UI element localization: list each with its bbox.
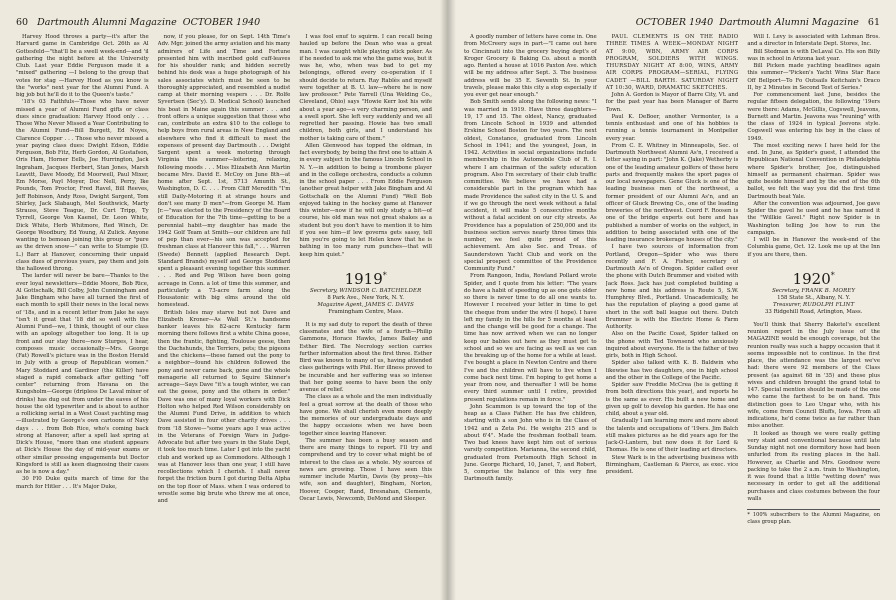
paragraph: Stew Wark is in the advertising business with Birmingham, Castleman & Pierce, as exec. vice president.	[605, 454, 739, 475]
paragraph: A goodly number of letters have come in. One from McCreery says in part—"I came out here to Cincinnati into the grocery buying dept's of Kroger Grocery & Baking Co. about a month ago. Rented a house at 1016 Paxton Ave. which will be my address after Sept. 3. The business address will be 35 E. Seventh St. In your travels, please make this city a stop especially if you ever get near enough."	[464, 34, 597, 98]
paragraph: It looked as though we were really getting very staid and conventional because until late Sunday night not one dormitory hose had been unfurled from its resting places in the hall. However, as Charlie and Mrs. Goodnow were packing to take the 2 a.m. train to Washington, it was found that a little "wetting down" was necessary in order to get all the additional purchases and class costumes between the four walls	[747, 430, 881, 502]
paragraph: It is my sad duty to report the death of three classmates and the wife of a fourth—Philip Gammons, Horace Hawks, James Bailey and Esther Bird. The Necrology section carries further information about the first three. Esther Bird was known to many of us, having attended class gatherings with Phil. Her illness proved to be incurable and her suffering was so intense that her going seems to have been the only avenue of relief.	[299, 321, 433, 393]
left-column-1	[16, 34, 149, 590]
page-number: 60	[16, 16, 29, 28]
paragraph: After the convention was adjourned, Joe gave Spider the gavel he used and he has named it the "Willkie Gavel." Right now Spider is in Washington telling Joe how to run the campaign.	[747, 200, 881, 236]
class-year: 1920	[792, 269, 831, 288]
paragraph: The summer has been a busy season and there are many things to report. I'll try and comprehend and try to cover what might be of interest to the class as a whole. My sources of news are growing. Those I have seen this summer include Martin, Davis (by proxy—his wife, son and daughter), Bingham, Norton, Hoover, Cooper, Rand, Bresnahan, Clements, Oscar Lewis, Newcomb, DeMond and Sleeper.	[299, 437, 433, 502]
left-column-3	[299, 34, 432, 590]
paragraph: Allen Glenwood has topped the oldman, in fact everybody, by being the first one to attain A in every subject in the famous Lincoln School in N. Y.—in addition to being a trombone player and in the college orchestra, conducts a column in the school paper . . . From Eddie Ferguson (another great helper with Jake Bingham and Al Gottschalk on the Alumni Fund) "Well Bob enjoyed taking in the hockey game at Hanover this winter—now if he will only study a bit—of course, his old man was not great shakes as a student but you don't have to mention it to him if you see him—if lew governs gets sassy, tell him you're going to let Helen know that he is bathing in too many rum punches—that will keep him quiet."	[299, 142, 433, 258]
paragraph: From C. E. Whitney in Minneapolis, Sec. of Dartmouth Northwest Alumni As'n, I received a letter saying in part: "John K. (Jake) Wetherby is one of the leading amateur golfers of these here parts and frequently makes the sport pages of our local newspapers. Gene Gluck is one of the leading business men of the northwest, a former president of our Alumni As'n, and an officer of Gluck Brewing Co., one of the leading breweries of the northwest. Coord F. Roosen is one of the bridge experts out here and has published a number of works on the subject, in addition to being associated with one of the leading insurance brokerage houses of the city."	[605, 142, 739, 243]
right-column-2	[606, 34, 739, 590]
paragraph: 30 Fl0 Duke quits march of time for the march for Hitler . . . It's Major Duke,	[16, 476, 149, 490]
footnote-mark: *	[382, 270, 387, 280]
paragraph: Spider saw Freddie McCrea (he is getting it from both directions this year), and reports he is the same as ever. His built a new home and given up golf to develop his garden. He has one child, about a year old.	[605, 382, 739, 417]
running-head: Dartmouth Alumni Magazine	[37, 16, 177, 28]
right-page-header	[464, 14, 880, 30]
secretary-address: 158 State St., Albany, N. Y.	[777, 294, 851, 301]
paragraph: Will I. Levy is associated with Lehman Bros. and a director in Interstate Dept. Stores, Inc.	[747, 34, 881, 48]
class-heading-1920	[747, 267, 880, 316]
paragraph: I was fool enuf to squirm. I can recall being hauled up before the Dean who was a great man. I was caught while playing stick poker. As if he needed to ask me who the game was, but it was he, who, when was bad to get my belongings, offered every co-operation if I should decide to return. Ray Rablès and myself were together at B. U. law—where he is now law professor." Pete Yarrell (Una Welding Co., Cleveland, Ohio) says "Howie Kerr lost his wife about a year ago—a very charming person, and a swell sport. She left very suddenly and we all regretted her passing. Howie has two small children, both girls, and I understand his mother is taking care of them."	[299, 34, 433, 142]
paragraph: '18's 03 Faithfuls—Those who have never missed a year of Alumni Fund gifts or class dues since graduation: Harvey Hood only . . . Those Who Never Missed a Year Contributing to the Alumni Fund—Bill Burgett, Ed Noyes, Clarence Copper . . . Those who never missed a year paying class dues: Dwight Edson, Eddie Ferguson, Bob Fitz, Herb Gordon, Al Gustafson, Oris Ham, Horner Eells, Joe Hurrington, Jack Ingraham, Jacques Herbert, Stan Jones, Marsh Leavitt, Dave Moody, Ed Moorwell, Paul Mixer, Em Morse, Payl Moyer, Doc Nell, Perry, Ike Pounds, Tom Proctor, Fred Ravel, Bill Reeves, Jeff Robinson, Andy Ross, Dwight Sargent, Tom Shirley, Jack Slabaugh, Mel Southwick, Marty Strauss, Steve Teague, Dr. Curt Tripp, Ty Tyrrell, George Von Kaenel, Dr. Leon White, Dick White, Herb Whitmore, Red Winch, Dr. George Woodbury, Ed Young, Al Zulick. Anyone wanting to bemoan joining this group or "pure as the driven snow—" can write to Stumpie (D. L.) Barr at Hanover, concerning their unpaid class dues of previous years, pay them and join the hallowed throng.	[16, 99, 149, 272]
agent-address: Framingham Centre, Mass.	[328, 308, 404, 315]
secretary-label: Secretary,	[310, 287, 338, 294]
paragraph: The class as a whole and the men individually feel a great sorrow at the death of those who have gone. We shall cherish even more deeply the memories of our undergraduate days and the happy occasions when we have been together since leaving Hanover.	[299, 394, 433, 437]
agent-name: JAMES C. DAVIS	[365, 301, 415, 308]
secretary-name: WINDSOR C. BATCHELDER	[339, 287, 422, 294]
right-page	[448, 0, 896, 600]
paragraph: I have two sources of information from Portland, Oregon—Spider who was there recently and F. A. Fisher, secretary of Dartmouth As'n of Oregon. Spider called over the phone with Dutch Brummer and visited with Jack Ross. Jack has just completed building a new home and his address is Route 5, S.W. Humphrey Blvd., Portland. Unacademically, he has the reputation of playing a good game at short in the soft ball league out there. Dutch Brummer is with the Electric Home & Farm Authority.	[605, 244, 739, 330]
paragraph: Paul K. DeBoer, another Vermonter, is a tennis enthusiast and one of his hobbies is running a tennis tournament in Montpelier every year.	[605, 113, 739, 142]
paragraph: From Rangoon, India, Rowland Pollard wrote Spider, and I quote from his letter: "The years do have a habit of speeding up as one gets older so there is never time to do all one wants to. However I received your letter in time to get the cheque from under the wire (I hope). I have left my family in the hills for 5 months at least and the change will be good for a change. The time has now arrived when we can no longer keep our babies out here as they must get to school and so we are facing as well as we can the breaking up of the home for a while at least. I've bought a place in Newton Centre and there I've and the children will have to live when I come back next time. I'm hoping to get home a year from now, and thereafter I will be home every third summer until I retire, provided present regulations remain in force."	[464, 273, 597, 403]
treasurer-name: RUDOLPH FLINT	[803, 301, 855, 308]
secretary-label: Secretary,	[772, 287, 800, 294]
paragraph: For commencement last June, besides the regular fifteen delegation, the following '19ers were there: Adams, McGillis, Cogswell, Jeavons, Burnett and Martin. Jeavons was "reuning" with the class of 1924 in typical Jeevons style. Cogswell was entering his boy in the class of 1949.	[747, 92, 881, 142]
secretary-address: 8 Park Ave., New York, N. Y.	[327, 294, 404, 301]
paragraph: John A. Gordon is Mayor of Barre City, Vt. and for the past year has been Manager of Barre Town.	[605, 92, 739, 113]
treasurer-address: 33 Ridgehill Road, Arlington, Mass.	[765, 308, 863, 315]
issue-date: OCTOBER 1940	[182, 16, 261, 28]
paragraph: You'll think that Sherry Baketel's excellent reunion report in the July issue of the MAGAZINE would be enough coverage, but the reunion really was such a happy occasion that it seems impossible not to continue. In the first place, the attendance was the largest we've had: there were 92 members of the Class present (as against 68 in '35) and these plus wives and children brought the grand total to 147. Special mention should be made of the one who came the farthest to be on hand. This distinction goes to Leo Ungar who, with his wife, come from Council Bluffs, Iowa. From all indications, he'd come twice as far rather than miss another.	[747, 321, 881, 430]
paragraph: The most exciting news I have held for the end. In June, as Spider's guest, I attended the Republican National Convention in Philadelphia where Spider's brother, Joe, distinguished himself as permanent chairman. Spider was quite beside himself and by the end of the 6th ballot, we felt the way you did the first time Dartmouth beat Yale.	[747, 142, 881, 200]
paragraph: John Scammon is up toward the top of the heap as a Class Father. He has five children, starting with a son John who is in the Class of 1942 and a Zeta Psi. He weighs 215 and is about 6'4". Made the freshman football team. Two bad knees have kept him out of serious varsity competition. Marianna, the second child, graduated from Portsmouth High School in June. George Richard, 10, Janet, 7, and Robert, 5, comprise the balance of this very fine Dartmouth family.	[464, 403, 597, 483]
left-page-header	[16, 14, 432, 30]
paragraph: Bill Stedman is with DeLaval Co. His son Billy was in school in Arizona last year.	[747, 48, 881, 62]
paragraph: I will be in Hanover the week-end of the Columbia game, Oct. 12. Look me up at the Inn if you are there, then.	[747, 237, 881, 258]
paragraph: Spider also talked with K. B. Baldwin who likewise has two daughters, one in high school and the other in the College of the Pacific.	[605, 360, 739, 381]
agent-label: Magazine Agent,	[317, 301, 364, 308]
class-heading-1919	[299, 267, 432, 316]
running-head: Dartmouth Alumni Magazine	[719, 16, 859, 28]
paragraph: Also on the Pacific Coast, Spider talked on the phone with Ted Townsend who anxiously inquired about everyone. He is the father of two girls, both in High School.	[605, 331, 739, 359]
paragraph: The larder will never be bare—Thanks to the ever loyal newsletters—Eddie Moore, Bob Rice, Al Gottschalk, Bill Colby, John Cunningham and Jake Bingham who have all turned the first of each month to spill their news in the local news of '18s, and in a recent letter from Jake he says "isn't it great that '18 did so well with the Alumni Fund—we, I think, thought of our class with an apology altogether too long. It is up front and our stay there—now Sturges, I hear, composes music occasionally—Mrs. George (Fat) Rowell's picture was in the Boston Herald in July with a group of Republican women." Mary Stoddard and Gardiner (the Killer) have staged a rapid comeback after getting "off center" returning from Havana on the Kungsholm—George (dripless De Laval mixer of drinks) has dug out from under the eaves of his house the old typewriter and is about to author a rollicking serial in a West Coast yachting mag—illustrated by George's own cartoons of Navy days . . . from Bob Rice, who's coming back strong at Hanover, after a spell last spring at Dick's House, "more than one student appears at Dick's House the day of mid-year exams or other similar pressing engagements but Doctor Kingsford is still as keen diagnosing their cases as he is now a day."	[16, 273, 149, 475]
paragraph: Gradually I am learning more and more about the talents and occupations of '19ers. Jim Balch still makes pictures as he did years ago for the Jack-O-Lantern, but now does it for Lord & Thomas. He is one of their leading art directors.	[605, 418, 739, 454]
paragraph: Harvey Hood throws a party—it's after the Harvard game in Cambridge Oct. 26th as Al Gottesfeld—"that'll be a swell week-end—and 'il gathering the night before at the University Club. Last year Eddie Ferguson made it a "mixed" gathering —I belong to the group that votes for stag —Harvey Hood as you know is the "works" next year for the Alumni Fund. A big job but he'll do it to the Queen's taste."	[16, 34, 149, 98]
page-number: 61	[867, 16, 880, 28]
footnote: * 100% subscribers to the Alumni Magazine, on class group plan.	[747, 509, 880, 525]
right-column-3	[747, 34, 880, 590]
paragraph: Bob Smith sends along the following news: "I was married in 1919. Have three daughters—19, 17 and 15. The oldest, Nancy, graduated from Lincoln School in 1939 and attended Erskine School Boston for two years. The next oldest, Constance, graduated from Lincoln School in 1941; and the youngest, Joan, in 1942. Activities in social organizations include membership in the Automobile Club of R. I. where I am chairman of the safety education program. Also I'm secretary of their club traffic committee. We believe we have had a considerable part in the program which has made Providence the safest city in the U. S. and if we go through the next week without a fatal accident, it will make 5 consecutive months without a fatal accident on our city streets. As Providence has a population of 250,000 and its business section serves nearly three times this number, we feel quite proud of this achievement. Am also Sec. and Treas. of Saunderstown Yacht Club and work on the special prospect committee of the Providence Community Fund."	[464, 99, 597, 272]
footnote-mark: *	[830, 270, 835, 280]
secretary-name: FRANK B. MOREY	[801, 287, 856, 294]
paragraph: Bill Picken made yachting headlines again this summer—"Picken's Yacht Wins Star Race Off Bellport—To Fo Outsails Keitchain's Draco II, by 2 Minutes in Second Test of Series."	[747, 63, 881, 91]
paragraph: PAUL CLEMENTS IS ON THE RADIO THREE TIMES A WEEK—MONDAY NIGHT AT 9:00, WBN, ARMY AIR CORPS PROGRAM, SOLDIERS WITH WINGS. THURSDAY NIGHT AT 8:00, WINS, ARMY AIR CORPS PROGRAM—SERIAL, FLYING CADET —BILL BARTH. SATURDAY NIGHT AT 10:30, WARD, DRAMATIC SKETCHES.	[605, 34, 739, 91]
paragraph: British Isles may starve but not Dave and Elizabeth Kroner—As Wall St.'s handsome banker leaves his 82-acre Kentucky farm morning there follows first a white China goose, then the frantic, fighting, Toulouse geese, then the Dachshunds, the Terriers, pets; the pigeons and the chickens—these famed out the pony to a neighbor—found his children followed the pony and never came back, gone and the whole menagerie all returned to Squire Skinner's acreage—Says Dave "it's a tough winter, we can eat the geese, pony and the others in order." Dave was one of many loyal workers with Dick Holton who helped Red Wilson considerably on the Alumni Fund Drive, in addition to which Dave assisted in four other charity drives . . . from '18 Stowe—"some years ago I was active in the Veterans of Foreign Wars in Judge-Advocate but after two years in the State Dept, it took too much time. Later I got into the yacht club and worked up as Commodore. Although I was at Hanover less than one year, I still have recollections which I cherish. I shall never forget the friction burn I got during Delta Alpha on the top floor of Mass. when I was ordered to wrestle some big brute who threw me at once, and	[157, 309, 291, 504]
paragraph: now, if you please, for on Sept. 14th Time's Adv. Mgr. joined the army aviation and his many admirers of Life and Time and Fortune presented him with inscribed gold cuff-leaves for his shoulder rank; and hidden secretly behind his desk was a huge photograph of his sales associates which must be seen to be thoroughly appreciated, and resembled a nudist camp at their morning vespers . . . Dr. Rolfe Syvertsen (Sec'y). D. Medical School) launched his boat in Maine again this summer . . . and front offers a unique suggestion that those who can, contribute an extra $10 to the college to help boys from rural areas in New England and elsewhere who find it difficult to meet the expenses of present day Dartmouth . . . Dwight Sargent spent a week motoring through Virginia this summer—loitering, relaxing, following moods . . . Miss Elizabeth Ann Martin became Mrs. David E. McCoy on June 8th—at home after Sept. 1st, 5713 Amunth St., Washington, D. C. . . . From Cliff Meredith "I'm still Daily-Motoring it at strange hours and don't see many D men"—from George M. Ham Jr.—"was elected to the Presidency of the Board of Education for the 7th time—getting to be a perennial habit—my daughter has made the 1942 Golf Team at Smith—our children are full of pep than ever—his son was accepted for freshman class at Hanover this fall," . . . Warren (Swede) Bennett (applied Research Dept. Standard Brands) myself and George Stoddard spent a pleasant evening together this summer. . . . Red and Peg Wilson have been going acreage in Conn. a lot of time this summer, and particularly a 73-acre farm along the Housatonic with big elms around the old homestead.	[157, 34, 291, 309]
right-column-1	[464, 34, 597, 590]
class-year: 1919	[344, 269, 383, 288]
left-column-2	[158, 34, 291, 590]
treasurer-label: Treasurer,	[773, 301, 802, 308]
issue-date: OCTOBER 1940	[635, 16, 714, 28]
